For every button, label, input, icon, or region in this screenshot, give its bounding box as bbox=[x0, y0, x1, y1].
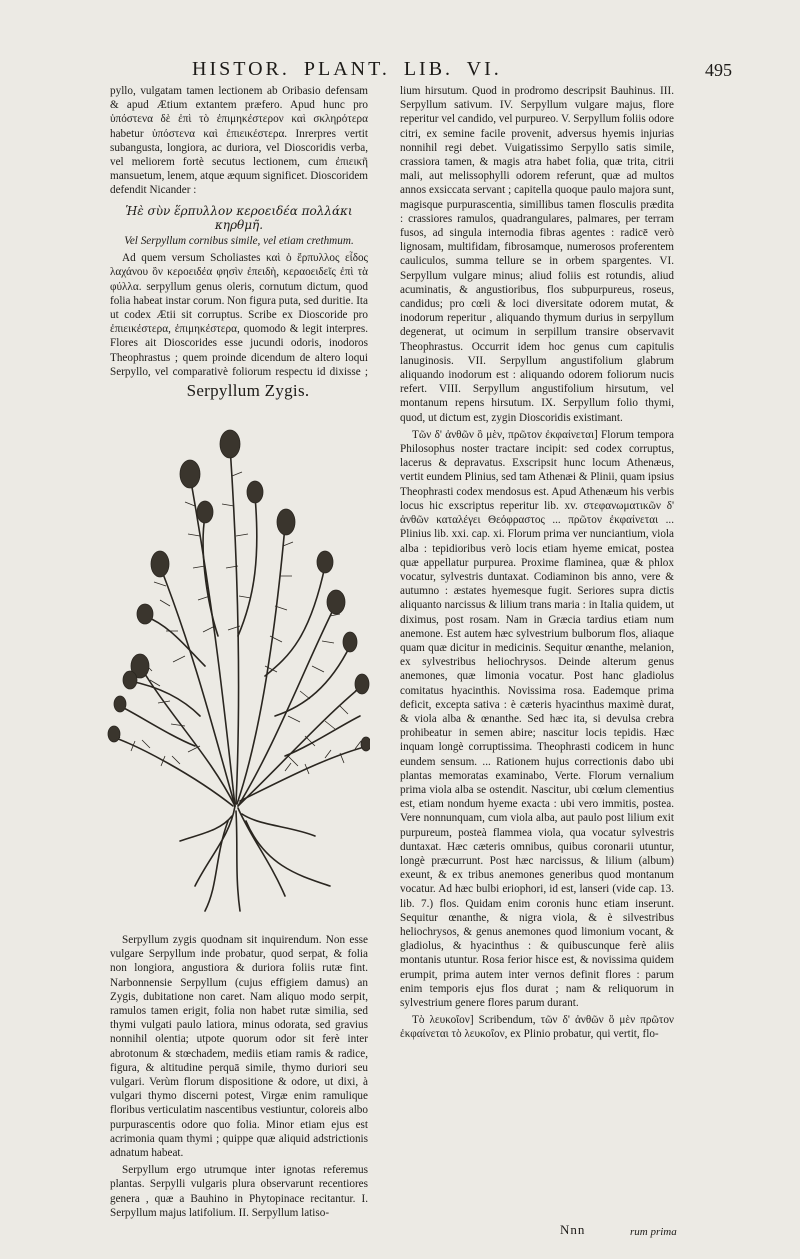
page-number: 495 bbox=[705, 60, 732, 80]
woodcut-serpyllum-icon bbox=[100, 416, 370, 916]
paragraph: Serpyllum zygis quodnam sit inquirendum. Non esse vulgare Serpyllum inde probatur, quod serpat, & folia non longiora, angustiora & duriora foliis rutæ fint. Narbonnensie Serpyllum (cujus effigiem damus) an Zygis, dubitatione non caret. Nam aliquo modo serpit, ramulos tamen erigit, folia non habet rutæ similia, sed thymi vulgati paulo latiora, minus odorata, sed gravius nonnihil olentia; utpote quorum odor sit ferè inter abrotonum & stœchadem, mediis etiam ramis & radice, figura, & altitudine perquā simile, thymo duriori seu vulgari. Verùm florum dispositione & odore, ut dixi, à vulgari thymo discerni potest, Virgæ enim ramulique floribus verticulatim nascentibus vestiuntur, coloreis albo purpurascentis odore quo folia. Minor etiam ejus est acrimonia quam thymi ; quippe quæ aliquid adstrictionis adnatum habeat. bbox=[110, 934, 368, 1160]
left-column-bottom bbox=[110, 933, 368, 1223]
signature-mark: Nnn bbox=[560, 1222, 586, 1237]
paragraph: lium hirsutum. Quod in prodromo descripsit Bauhinus. III. Serpyllum sativum. IV. Serpyllum vulgare majus, flore reperitur vel candido, vel purpureo. V. Serpyllum foliis odore citri, ex semine facile provenit, adversus hyemis injurias nonnihil regi debet. Vuigatissimo Serpyllo satis simile, crassiora tamen, & magis atra habet folia, quæ trita, citrii mali, aut melissophylli odorem referunt, quæ ad multos annos exsiccata servant ; capitella quoque paulo majora sunt, magisque purpurascentia, simillibus tamen flosculis prædita : crassiores ramulos, quadrangulares, palmares, per terram fusos, ad singula internodia fibras agentes : radicē verò lignosam, multifidam, fibrosamque, numerosos proferentem cauliculos, summa tellure se in orbem spargentes. VI. Serpyllum vulgare minus; aliud foliis est rotundis, aliud acuminatis, & angustioribus, flos subpurpureus, roseus, candidus; pro cœli & loci diversitate odorem mutat, & inodorum reperitur , aliquando thymum durius in serpyllum degenerat, ut ocimum in serpillum transire observavit Theophrastus. Occurrit idem hoc genus cum capitulis lanuginosis. VII. Serpyllum angustifolium glabrum aliquando inodorum est : aliquando odorem foliorum nucis refert. VIII. Serpyllum angustifolium hirsutum, vel montanum repens hirsutum. IX. Serpyllum folio thymi, quod, ut dictum est, zygin Dioscoridis existimant. bbox=[400, 85, 674, 424]
header-title: HISTOR. PLANT. LIB. VI. bbox=[192, 58, 502, 80]
greek-verse: Ἡὲ σὺν ἕρπυλλον κεροειδέα πολλάκι κηρθμῆ. bbox=[125, 203, 353, 232]
paragraph: Τῶν δ' ἀνθῶν ὃ μὲν, πρῶτον ἐκφαίνεται] Florum tempora Philosophus noster tractare incipit: sed codex corruptus, lacerus & depravatus. Exscripsit hunc locum Athenæus, vertit eundem Plinius, sed tam Athenæi & Plinii, quam ipsius Theophrasti codex mendosus est. Apud Athenæum his verbis locus hic exscriptus reperitur lib. xv. στεφανωματικῶν δ' ἀνθῶν καταλέγει Θεόφραστος ... πρῶτον ἐκφαίνεται ... Plinius lib. xxi. cap. xi. Florum prima ver nunciantium, viola alba : tepidioribus verò locis etiam hyeme emicat, postea quæ appellatur purpurea. Proxime flaminea, quæ & phlox vocatur, sylvestris duntaxat. Codiaminon bis anno, vere & autumno : æstates hyemesque fugit. Seriores supra dictis aliquanto narcissus & lilium trans maria : in Italia quidem, ut diximus, post rosam. Nam in Græcia tardius etiam num anemone. Est autem hæc sylvestrium bulborum flos, aliaque quam quæ dicitur in medicinis. Sequitur œnanthe, melanion, ex sylvestribus heliochrysos. Deinde alterum genus anemones, quæ limonia vocatur. Post hanc gladiolus comitatus hyacinthis. Novissima rosa. Eademque prima deficit, excepta sativa : è cæteris hyacinthus maximè durat, & viola alba & œnanthe. Sed hæc ita, si devulsa crebra prohibeatur in semen abire; nascitur locis tepidis. Hæc inquam longè corruptissima. Theophrasti codicem in hunc eundem sensum. ... Rationem hujus correctionis dabo ubi plantas memoratas examinabo, Verte. Florum vernalium prima viola alba se ostendit. Nascitur, ubi cœlum clementius est, etiam nondum hyeme exacta : ubi vero immitis, postea. Vere nonnunquam, cum viola alba, aut paulo post lilium exit purpureum, posteà flammea viola, qua vocatur sylvestris duntaxat. Hæc cæteris omnibus, quibus coronarii utuntur, longè præcurrunt. Post hæc narcissus, & lilium (album) exeunt, & ex tribus anemones generibus quod montanum vocatur. Ad hæc bulbi eriophori, id est, lanseri (vide cap. 13. lib. 7.) flos. Quidam enim coronis hunc etiam inserunt. Sequitur œnanthe, & nigra viola, & è silvestribus heliochrysos, & genus anemones quod limonium vocant, & gladiolus, & hyacinthus : & quibuscunque ferè aliis montanis utuntur. Rosa ferior hisce est, & novissima quidem erumpit, prima autem inter vernos definit flores : parum enim temporis ejus flos durat ; nam & reliquorum in sylvestrium genere flores parum durant. bbox=[400, 428, 674, 1009]
left-column-top bbox=[110, 84, 368, 380]
paragraph: Ad quem versum Scholiastes καὶ ὁ ἕρπυλλος εἶδος λαχάνου ὃν κεροειδέα φησὶν ἐπειδὴ, κεραοειδεῖς ἐπὶ τὰ φύλλα. serpyllum genus oleris, cornutum dictum, quod folia habeat instar corum. Non figura puta, sed duritie. Ita ut codex Ætii sit corruptus. Scribe ex Dioscoride pro ἐπιεικέστερα, ἐπιμηκέστερα, quomodo & legit interpres. Flores ait Dioscorides esse jucundi odoris, inodoros Theophrastus ; quem proinde dicendum de altero loqui Serpyllo, vel comparativè foliorum respectu id dixisse ; bbox=[110, 252, 368, 378]
paragraph: Serpyllum ergo utrumque inter ignotas referemus plantas. Serpylli vulgaris plura observarunt recentiores genera , quæ a Bauhino in Phytopinace recitantur. I. Serpyllum majus latifolium. II. Serpyllum latiso- bbox=[110, 1164, 368, 1219]
paragraph: pyllo, vulgatam tamen lectionem ab Oribasio defensam & apud Ætium extantem præfero. Apud hunc pro ὑπόστενα δὲ ἐπὶ τὸ ἐπιμηκέστερον καὶ σκληρότερα habetur ὑπόστενα καὶ ἐπιεικέστερα. Inrerpres vertit subangusta, longiora, ac duriora, vel Dioscoridis verba, vel meliorem fortè secutus lectionem, cum ἐπιεικῆ mansuetum, lenem, atque æquum significet. Dioscoridem defendit Nicander : bbox=[110, 85, 368, 197]
verse-translation: Vel Serpyllum cornibus simile, vel etiam crethmum. bbox=[124, 235, 354, 248]
catchword: rum prima bbox=[630, 1226, 677, 1238]
right-column bbox=[400, 84, 674, 1224]
plant-caption: Serpyllum Zygis. bbox=[186, 381, 310, 400]
plant-illustration bbox=[100, 416, 370, 916]
paragraph: Τὸ λευκοΐον] Scribendum, τῶν δ' ἀνθῶν ὃ μὲν πρῶτον ἐκφαίνεται τὸ λευκοΐον, ex Plinio probatur, qui vertit, flo- bbox=[400, 1014, 674, 1041]
running-header bbox=[192, 58, 732, 84]
